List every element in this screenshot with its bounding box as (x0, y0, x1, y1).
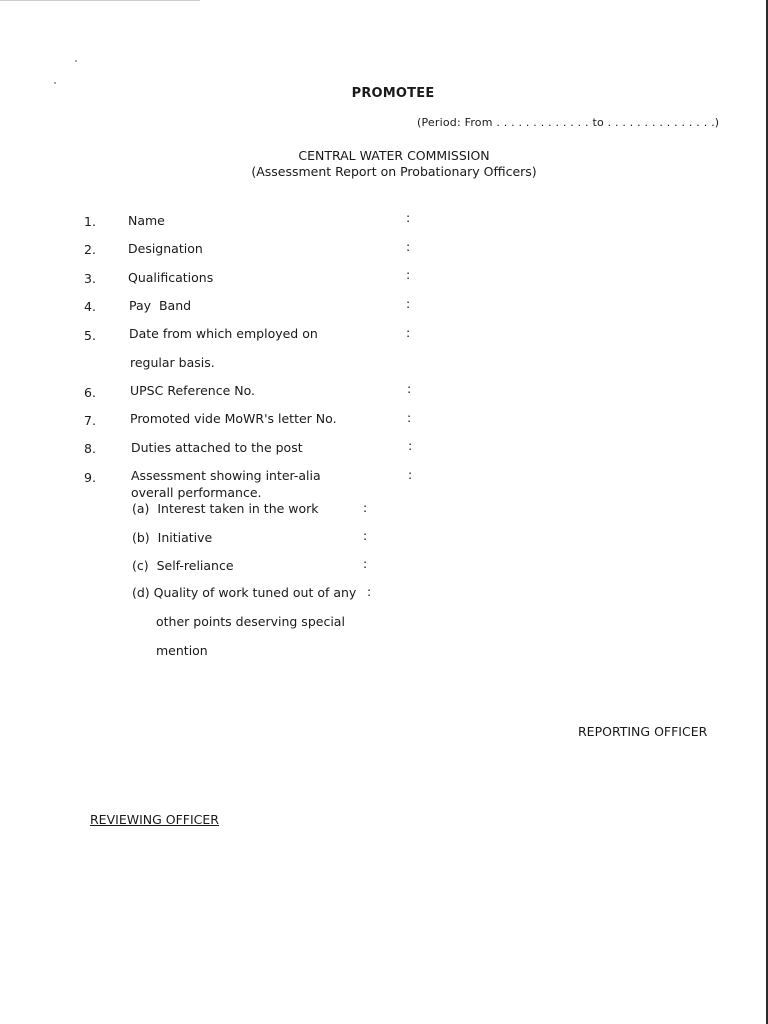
item-colon: : (408, 438, 413, 453)
subitem-colon: : (363, 556, 368, 571)
scan-speck (75, 60, 77, 62)
subitem-initiative: (b) Initiative (132, 530, 213, 545)
item-number: 4. (84, 299, 96, 314)
item-number: 1. (84, 214, 96, 229)
item-number: 2. (84, 242, 96, 257)
report-subtitle: (Assessment Report on Probationary Officers) (251, 164, 537, 179)
item-number: 9. (84, 470, 96, 485)
item-colon: : (406, 296, 411, 311)
item-label-designation: Designation (128, 241, 203, 256)
item-number: 7. (84, 413, 96, 428)
item-number: 5. (84, 328, 96, 343)
item-label-employment-date: Date from which employed on (129, 326, 318, 341)
item-label-pay-band: Pay Band (129, 298, 192, 313)
document-title: PROMOTEE (351, 86, 435, 101)
subitem-colon: : (363, 500, 368, 515)
reviewing-officer-label: REVIEWING OFFICER (90, 812, 219, 827)
subitem-colon: : (363, 528, 368, 543)
item-label-upsc-reference: UPSC Reference No. (130, 383, 255, 398)
item-colon: : (406, 325, 411, 340)
item-colon: : (406, 267, 411, 282)
scan-edge-top (0, 0, 200, 1)
item-label-employment-date-cont: regular basis. (130, 355, 215, 370)
subitem-colon: : (367, 584, 372, 599)
item-label-promotion-letter: Promoted vide MoWR's letter No. (130, 411, 337, 426)
item-colon: : (407, 410, 412, 425)
organization-name: CENTRAL WATER COMMISSION (298, 148, 490, 163)
item-label-assessment-cont: overall performance. (131, 485, 262, 500)
period-line: (Period: From . . . . . . . . . . . . . to . . . . . . . . . . . . . . .) (417, 116, 720, 129)
item-number: 6. (84, 385, 96, 400)
organization-heading (0, 148, 768, 180)
reporting-officer-label: REPORTING OFFICER (578, 724, 708, 739)
item-number: 3. (84, 271, 96, 286)
item-colon: : (408, 467, 413, 482)
item-label-assessment: Assessment showing inter-alia (131, 468, 321, 483)
item-colon: : (406, 210, 411, 225)
subitem-quality-of-work-cont: other points deserving special (156, 614, 345, 629)
item-colon: : (407, 381, 412, 396)
subitem-interest: (a) Interest taken in the work (132, 501, 319, 516)
item-label-duties: Duties attached to the post (131, 440, 303, 455)
item-colon: : (406, 239, 411, 254)
subitem-quality-of-work: (d) Quality of work tuned out of any (132, 585, 357, 600)
subitem-self-reliance: (c) Self-reliance (132, 558, 234, 573)
subitem-quality-of-work-cont2: mention (156, 643, 208, 658)
item-label-qualifications: Qualifications (128, 270, 214, 285)
item-number: 8. (84, 441, 96, 456)
item-label-name: Name (128, 213, 165, 228)
scan-speck (54, 82, 56, 84)
